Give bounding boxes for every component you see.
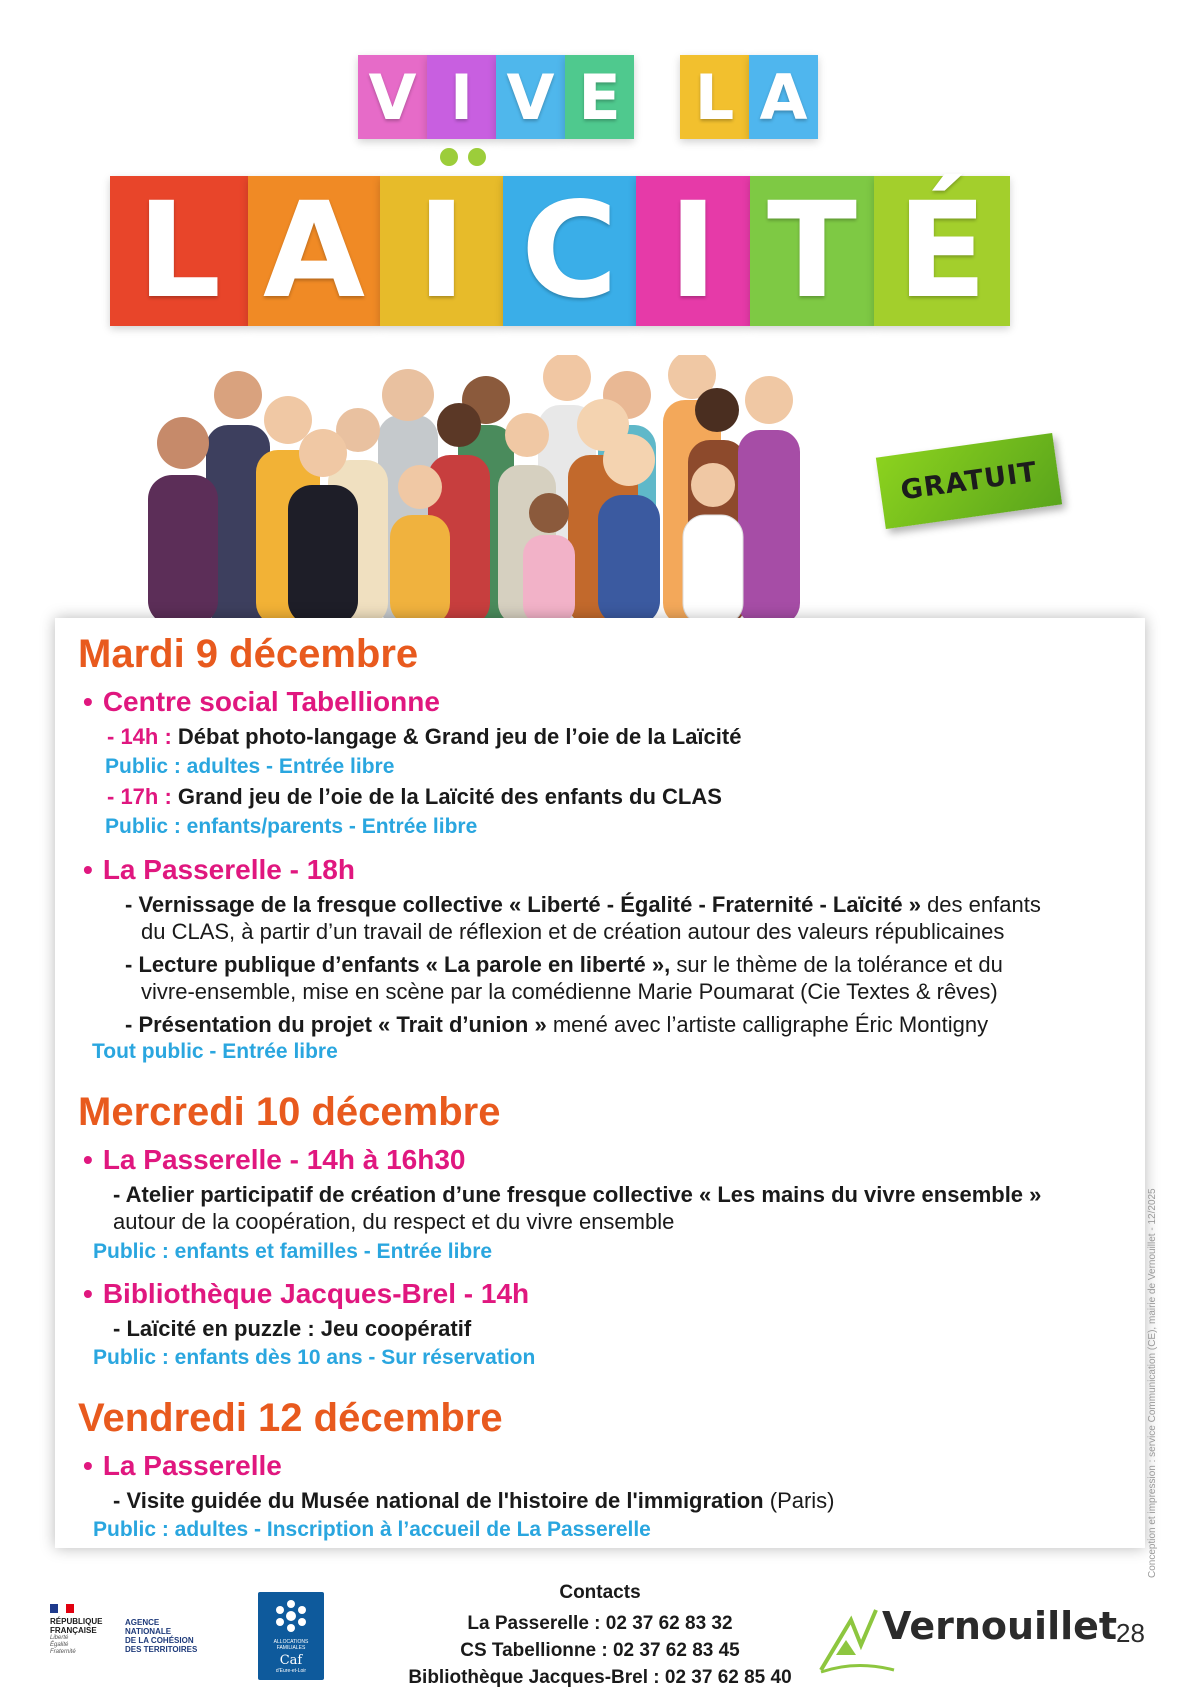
audience-line: Public : enfants dès 10 ans - Sur réservation bbox=[93, 1346, 536, 1369]
title-letter-t: T bbox=[750, 176, 874, 326]
vernouillet-dept-number: 28 bbox=[1116, 1618, 1145, 1648]
activity-vernissage bbox=[125, 892, 1041, 918]
venue-la-passerelle bbox=[83, 854, 355, 886]
venue-name: La Passerelle bbox=[102, 1144, 282, 1175]
umlaut-dot-left bbox=[440, 148, 458, 166]
bullet: • bbox=[83, 1450, 93, 1481]
bullet: • bbox=[83, 854, 93, 885]
caf-emblem-icon bbox=[271, 1598, 311, 1634]
venue-name: La Passerelle bbox=[102, 854, 282, 885]
activity-visite bbox=[113, 1488, 835, 1514]
day-heading-friday: Vendredi 12 décembre bbox=[78, 1396, 503, 1440]
bullet: • bbox=[83, 1278, 93, 1309]
activity-atelier bbox=[113, 1182, 1041, 1208]
umlaut-dot-right bbox=[468, 148, 486, 166]
title-letter-v: V bbox=[358, 55, 427, 139]
republique-motto: Liberté Égalité Fraternité bbox=[50, 1635, 76, 1655]
bullet: • bbox=[83, 1144, 93, 1175]
activity-text: Grand jeu de l’oie de la Laïcité des enfants du CLAS bbox=[177, 784, 722, 809]
audience-line: Public : adultes - Entrée libre bbox=[105, 755, 395, 778]
activity-time: - 14h : bbox=[107, 724, 172, 749]
audience-line: Public : adultes - Inscription à l’accueil de La Passerelle bbox=[93, 1518, 651, 1541]
contact-line: CS Tabellionne : 02 37 62 83 45 bbox=[460, 1640, 740, 1661]
contacts-title: Contacts bbox=[559, 1582, 641, 1603]
vernouillet-logo bbox=[816, 1600, 1145, 1685]
activity-presentation bbox=[125, 1012, 988, 1038]
title-letter-i: I bbox=[427, 55, 496, 139]
french-flag-icon bbox=[50, 1604, 74, 1613]
bullet: • bbox=[83, 686, 93, 717]
activity-detail-line: vivre-ensemble, mise en scène par la comédienne Marie Poumarat (Cie Textes & rêves) bbox=[141, 979, 998, 1004]
program-box bbox=[55, 618, 1145, 1548]
activity-title: - Visite guidée du Musée national de l'histoire de l'immigration bbox=[113, 1488, 764, 1513]
title-letter-v2: V bbox=[496, 55, 565, 139]
title-letter-l: L bbox=[680, 55, 749, 139]
activity-text: Débat photo-langage & Grand jeu de l’oie de la Laïcité bbox=[177, 724, 742, 749]
audience-line: Public : enfants et familles - Entrée libre bbox=[93, 1240, 493, 1263]
venue-time: - 14h à 16h30 bbox=[281, 1144, 466, 1175]
venue-bibliotheque bbox=[83, 1278, 529, 1310]
activity-title: - Présentation du projet « Trait d’union » bbox=[125, 1012, 547, 1037]
caf-logo bbox=[258, 1592, 324, 1680]
audience-line: Public : enfants/parents - Entrée libre bbox=[105, 815, 478, 838]
free-badge-label: GRATUIT bbox=[898, 456, 1040, 506]
vernouillet-name: Vernouillet bbox=[882, 1604, 1118, 1648]
title-letter-l2: L bbox=[110, 176, 248, 326]
day-heading-wednesday: Mercredi 10 décembre bbox=[78, 1090, 501, 1134]
activity-detail: des enfants bbox=[920, 892, 1041, 917]
title-letter-e-acute: É bbox=[874, 176, 1010, 326]
activity-title: - Vernissage de la fresque collective « Liberté - Égalité - Fraternité - Laïcité » bbox=[125, 892, 921, 917]
activity-title: - Lecture publique d’enfants « La parole en liberté », bbox=[125, 952, 671, 977]
day-heading-tuesday: Mardi 9 décembre bbox=[78, 632, 419, 676]
activity-title: - Laïcité en puzzle : Jeu coopératif bbox=[113, 1316, 472, 1341]
contact-line: Bibliothèque Jacques-Brel : 02 37 62 85 40 bbox=[408, 1667, 792, 1688]
audience-line: Tout public - Entrée libre bbox=[92, 1040, 338, 1063]
republique-text: RÉPUBLIQUE FRANÇAISE bbox=[50, 1617, 103, 1635]
activity-14h bbox=[107, 724, 741, 750]
contact-line: La Passerelle : 02 37 62 83 32 bbox=[467, 1613, 733, 1634]
republique-francaise-logo bbox=[50, 1604, 102, 1656]
crowd-illustration bbox=[128, 355, 848, 625]
venue-name: Bibliothèque Jacques-Brel - 14h bbox=[102, 1278, 530, 1309]
venue-centre-social bbox=[83, 686, 440, 718]
title-letter-i2: I bbox=[636, 176, 750, 326]
caf-word: Caf bbox=[279, 1653, 303, 1668]
title-line-2 bbox=[110, 176, 1010, 326]
activity-title: - Atelier participatif de création d’une fresque collective « Les mains du vivre ensemble » bbox=[113, 1182, 1042, 1207]
anct-logo: AGENCE NATIONALE DE LA COHÉSION DES TERRITOIRES bbox=[125, 1618, 198, 1654]
title-letter-c: C bbox=[503, 176, 636, 326]
caf-department: d'Eure-et-Loir bbox=[275, 1668, 307, 1674]
venue-name: Centre social Tabellionne bbox=[102, 686, 440, 717]
free-badge bbox=[876, 433, 1062, 529]
activity-lecture bbox=[125, 952, 1003, 978]
caf-allocations-text: ALLOCATIONS FAMILIALES bbox=[273, 1639, 309, 1651]
title-line-1 bbox=[358, 55, 818, 139]
activity-detail: sur le thème de la tolérance et du bbox=[670, 952, 1003, 977]
activity-detail-line: du CLAS, à partir d’un travail de réflexion et de création autour des valeurs républicaines bbox=[141, 919, 1005, 944]
title-letter-i-trema: I bbox=[380, 176, 503, 326]
activity-time: - 17h : bbox=[107, 784, 172, 809]
activity-detail: mené avec l’artiste calligraphe Éric Montigny bbox=[546, 1012, 989, 1037]
activity-puzzle bbox=[113, 1316, 471, 1342]
activity-17h bbox=[107, 784, 722, 810]
contacts-block bbox=[330, 1582, 870, 1691]
venue-la-passerelle bbox=[83, 1450, 282, 1482]
venue-time: - 18h bbox=[281, 854, 355, 885]
title-letter-a: A bbox=[749, 55, 818, 139]
title-letter-a2: A bbox=[248, 176, 380, 326]
venue-name: La Passerelle bbox=[102, 1450, 282, 1481]
print-credit: Conception et impression : service Communication (CE), mairie de Vernouillet - 12/2025 bbox=[1147, 1188, 1158, 1578]
title-letter-e: E bbox=[565, 55, 634, 139]
activity-detail: (Paris) bbox=[763, 1488, 835, 1513]
venue-la-passerelle bbox=[83, 1144, 466, 1176]
activity-detail-line: autour de la coopération, du respect et du vivre ensemble bbox=[113, 1209, 675, 1234]
